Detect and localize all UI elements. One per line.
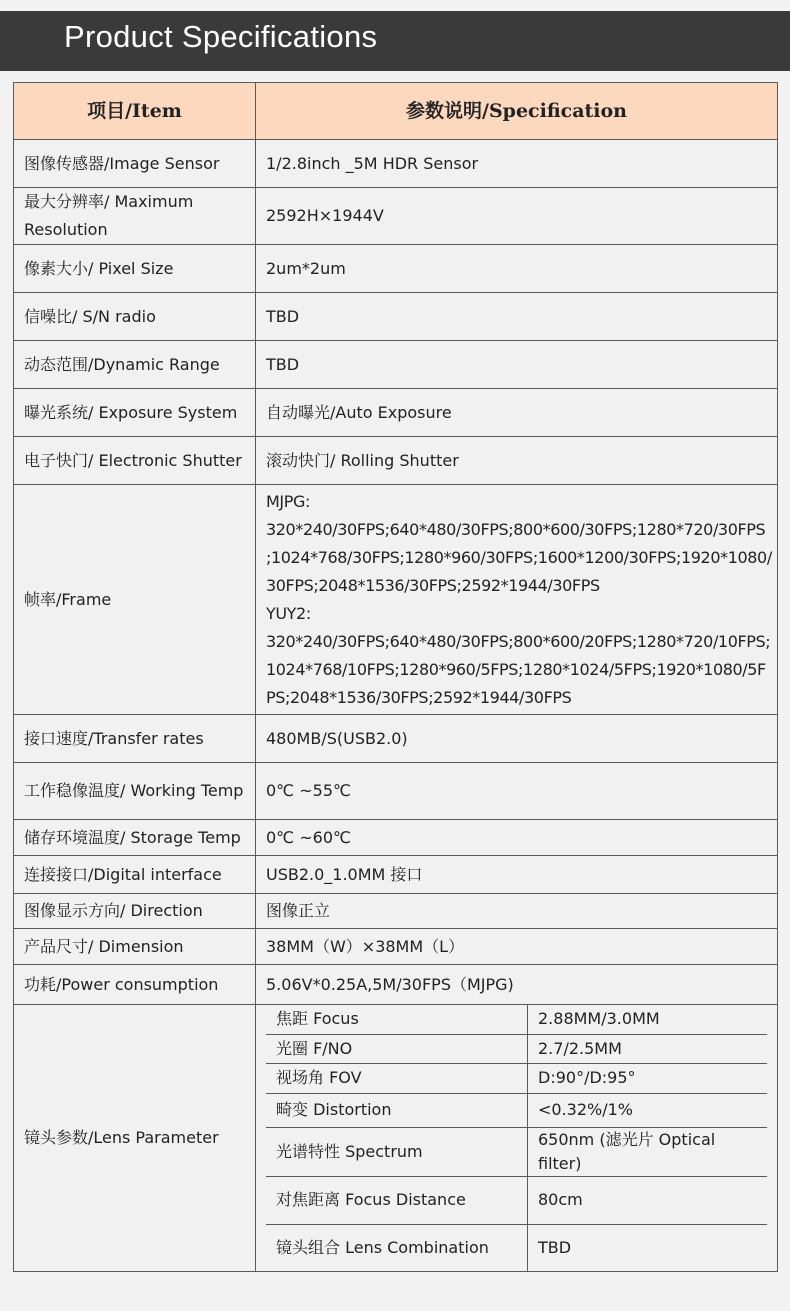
- table-row: [14, 389, 778, 437]
- header-banner: [0, 11, 790, 71]
- lens-param-value: <0.32%/1%: [528, 1093, 768, 1127]
- frame-line: 320*240/30FPS;640*480/30FPS;800*600/20FPS;1280*720/10FPS;: [266, 631, 771, 651]
- lens-param-label: 焦距 Focus: [266, 1005, 528, 1034]
- row-label: 产品尺寸/ Dimension: [14, 929, 256, 965]
- row-value: 0℃ ~55℃: [256, 763, 778, 820]
- table-row: [14, 715, 778, 763]
- lens-param-value: D:90°/D:95°: [528, 1063, 768, 1093]
- row-value: TBD: [256, 293, 778, 341]
- table-row: [14, 763, 778, 820]
- column-header-specification: 参数说明/Specification: [256, 83, 778, 140]
- row-label: 功耗/Power consumption: [14, 965, 256, 1005]
- row-value: 5.06V*0.25A,5M/30FPS（MJPG): [256, 965, 778, 1005]
- lens-param-value: 650nm (滤光片 Optical filter): [528, 1127, 768, 1176]
- frame-line: 30FPS;2048*1536/30FPS;2592*1944/30FPS: [266, 575, 600, 595]
- lens-parameter-cell: [256, 1005, 778, 1272]
- table-row: [14, 485, 778, 715]
- row-label: 动态范围/Dynamic Range: [14, 341, 256, 389]
- lens-row: [266, 1034, 767, 1063]
- lens-param-label: 对焦距离 Focus Distance: [266, 1176, 528, 1224]
- lens-row: [266, 1224, 767, 1271]
- table-row: [14, 188, 778, 245]
- frame-line: ;1024*768/30FPS;1280*960/30FPS;1600*1200/30FPS;1920*1080/: [266, 547, 772, 567]
- lens-param-value: 2.7/2.5MM: [528, 1034, 768, 1063]
- row-label: 像素大小/ Pixel Size: [14, 245, 256, 293]
- frame-rate-value: [256, 485, 778, 715]
- row-value: TBD: [256, 341, 778, 389]
- row-label: 帧率/Frame: [14, 485, 256, 715]
- row-value: 2592H×1944V: [256, 188, 778, 245]
- lens-param-value: TBD: [538, 1237, 572, 1257]
- column-header-item: 项目/Item: [14, 83, 256, 140]
- lens-row: [266, 1176, 767, 1224]
- lens-param-label: 畸变 Distortion: [266, 1093, 528, 1127]
- frame-line: 1024*768/10FPS;1280*960/5FPS;1280*1024/5FPS;1920*1080/5F: [266, 659, 766, 679]
- table-row: [14, 894, 778, 929]
- table-row: [14, 245, 778, 293]
- table-row: [14, 293, 778, 341]
- lens-parameter-table: [266, 1005, 767, 1271]
- frame-line: YUY2:: [266, 603, 311, 623]
- row-value: USB2.0_1.0MM 接口: [256, 856, 778, 894]
- table-row-lens: [14, 1005, 778, 1272]
- table-row: [14, 437, 778, 485]
- row-value: 滚动快门/ Rolling Shutter: [256, 437, 778, 485]
- row-label: 镜头参数/Lens Parameter: [14, 1005, 256, 1272]
- table-row: [14, 341, 778, 389]
- row-label: 工作稳像温度/ Working Temp: [14, 763, 256, 820]
- lens-param-label: 光谱特性 Spectrum: [266, 1127, 528, 1176]
- row-value: 自动曝光/Auto Exposure: [256, 389, 778, 437]
- table-row: [14, 140, 778, 188]
- row-value: 0℃ ~60℃: [256, 820, 778, 856]
- row-value: 480MB/S(USB2.0): [256, 715, 778, 763]
- row-value: 1/2.8inch _5M HDR Sensor: [256, 140, 778, 188]
- row-label: 接口速度/Transfer rates: [14, 715, 256, 763]
- row-label: 信噪比/ S/N radio: [14, 293, 256, 341]
- table-row: [14, 856, 778, 894]
- table-row: [14, 929, 778, 965]
- lens-param-value: 2.88MM/3.0MM: [528, 1005, 768, 1034]
- lens-row: [266, 1063, 767, 1093]
- lens-row: [266, 1093, 767, 1127]
- row-label: 电子快门/ Electronic Shutter: [14, 437, 256, 485]
- spec-table: [13, 82, 778, 1272]
- top-strip: [0, 0, 790, 11]
- page-title: Product Specifications: [64, 19, 378, 54]
- row-value: 38MM（W）×38MM（L）: [256, 929, 778, 965]
- frame-line: MJPG:: [266, 491, 310, 511]
- row-label: 曝光系统/ Exposure System: [14, 389, 256, 437]
- row-label: 储存环境温度/ Storage Temp: [14, 820, 256, 856]
- lens-param-label: 视场角 FOV: [266, 1063, 528, 1093]
- row-label: 图像传感器/Image Sensor: [14, 140, 256, 188]
- lens-row: [266, 1127, 767, 1176]
- table-row: [14, 820, 778, 856]
- frame-line: 320*240/30FPS;640*480/30FPS;800*600/30FPS;1280*720/30FPS: [266, 519, 766, 539]
- row-value: 图像正立: [256, 894, 778, 929]
- row-label: 图像显示方向/ Direction: [14, 894, 256, 929]
- lens-param-label: 镜头组合 Lens Combination: [266, 1224, 528, 1271]
- lens-param-label: 光圈 F/NO: [266, 1034, 528, 1063]
- row-value: 2um*2um: [256, 245, 778, 293]
- table-row: [14, 965, 778, 1005]
- row-label: 连接接口/Digital interface: [14, 856, 256, 894]
- row-label: 最大分辨率/ Maximum Resolution: [14, 188, 256, 245]
- lens-row: [266, 1005, 767, 1034]
- frame-line: PS;2048*1536/30FPS;2592*1944/30FPS: [266, 687, 572, 707]
- table-header-row: [14, 83, 778, 140]
- lens-param-value: 80cm: [528, 1176, 768, 1224]
